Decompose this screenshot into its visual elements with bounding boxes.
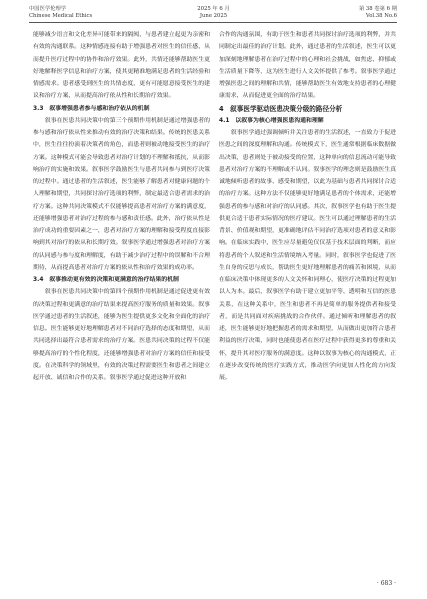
header-volume-cn: 第 38 卷第 6 期 xyxy=(358,6,397,12)
right-paragraph-2: 叙事医学通过强调倾听并关注患者的生活叙述，一直致力于促进医患之间的深度理解和沟通。传统模式下，医生通常根据临床数据做出决策，患者则处于被动接受的位置，这种单向的信息流动可能导致患者对治疗方案的不理解或不认同。叙事医学的理念则是鼓励医生真诚地倾听患者的故事、感受和期望，以此为基础与患者共同探讨合适的治疗方案。这种方法不仅能够更好地满足患者的个体需求，还能增强患者的参与感和对治疗的认同感。其次，叙事医学也有助于医生提供更合适于患者实际情况的医疗建议。医生可以通过理解患者的生活背景、价值观和期望，更准确地评估不同治疗选项对患者的意义和影响。在临床实践中，医生应尽量避免仅仅基于技术层面的判断，而应将患者的个人叙述和生活情境纳入考量。同时，叙事医学也促进了医生自身的反思与成长，帮助医生更好地理解患者的痛苦和困境，从而在临床决策中体现更多的人文关怀和同理心，使医疗决策的过程更加以人为本。最后，叙事医学有助于建立更加平等、透明和互信的医患关系，在这种关系中，医生和患者不再是简单的服务提供者和接受者，而是共同面对疾病挑战的合作伙伴。通过倾听和理解患者的叙述，医生能够更好地把握患者的需求和期望，从而做出更加符合患者利益的医疗决策，同时也能使患者在医疗过程中获得更多的尊重和关怀，提升其对医疗服务的满意度。这种以叙事为核心的沟通模式，正在逐步改变传统的医疗实践方式，推动医学向更加人性化的方向发展。 xyxy=(219,130,396,381)
left-paragraph-2: 叙事在医患共同决策中的第三个预期作用机制是通过增强患者的参与感和治疗依从性来推动有效的治疗决策和结果。传统的医患关系中，医生往往扮演着决策者的角色，而患者则被动地接受医生的治疗方案。这种模式可能会导致患者对治疗计划的不理解和抵抗，从而影响治疗的实施和效果。叙事医学鼓励医生与患者共同参与到医疗决策的过程中。通过患者的生活叙述，医生能够了解患者对健康问题的个人理解和期望，共同探讨治疗选项的利弊，制定最适合患者需求的治疗方案。这种共同决策模式不仅能够提高患者对治疗方案的满意度，还能够增强患者对治疗过程的参与感和责任感。此外，治疗依从性是治疗成功的重要因素之一，患者对治疗方案的理解和接受程度直接影响到其对治疗的依从和长期疗效。叙事医学通过增强患者对治疗方案的认同感与参与度和理解度，有助于减少治疗过程中的误解和不合理期待，从而提高患者对治疗方案的依从性和治疗效果的成功率。 xyxy=(33,117,210,271)
header-journal-en: Chinese Medical Ethics xyxy=(29,12,93,19)
section-heading-4-1: 4.1 以叙事为核心增强医患沟通和理解 xyxy=(219,117,324,124)
left-paragraph-3: 叙事在医患共同决策中的第四个预期作用机制是通过促进更有效的决策过程和更满意的治疗结果来提高医疗服务的质量和效果。叙事医学通过患者的生活叙述，能够为医生提供更多文化和全面化的治疗信息。医生能够更好地理解患者对不同治疗选择的态度和期望，从而共同选择出最符合患者需求的治疗方案。医患共同决策的过程不仅能够提高治疗的个性化程度，还能够增强患者对治疗方案的信任和接受度。在决策科学的领域里，有效的决策过程需要医生和患者之间建立起开放、诚信和合作的关系。叙事医学通过促进这种开放和 xyxy=(33,289,210,381)
header-volume xyxy=(359,6,397,19)
section-heading-3-4: 3.4 叙事推动更有效的决策和更满意的治疗结果的机制 xyxy=(33,277,179,283)
section-heading-4: 4 叙事医学驱动医患决策分级的路径分析 xyxy=(219,104,343,113)
right-column xyxy=(219,29,396,384)
left-column xyxy=(33,29,210,384)
left-paragraph-1: 能够减少语言和文化差异可能带来的隔阂，与患者建立起更为亲密和有效的沟通联系。这种情感连接有助于增强患者对医生的信任感，从而提升医疗过程中的协作和治疗效果。此外，共情还能够帮助医生更好地解释医学信息和治疗方案，使其更精准地满足患者的生活经验和情感需求。患者感受到医生的共情态度，更有可能愿意接受医生的建议和治疗方案，从而提高治疗依从性和长期治疗效果。 xyxy=(33,32,210,100)
header-volume-en: Vol.38 No.6 xyxy=(365,12,397,19)
page-number: · 683 · xyxy=(376,580,396,587)
header-date-en: June 2025 xyxy=(199,12,228,19)
right-paragraph-1: 合作的沟通氛围，有助于医生和患者共同探讨治疗选项的利弊，并共同制定出最佳的治疗计划。此外，通过患者的生活叙述，医生可以更加深刻地理解患者在治疗过程中的心理和社会挑战，如焦虑、抑郁或生活质量下降等，这为医生进行人文关怀提供了参考。叙事医学通过增强医患之间的理解和共情，能够帮助医生有效地支持患者的心理健康需求，从而促进更全面的治疗结果。 xyxy=(219,32,396,100)
section-heading-3-3: 3.3 叙事增强患者参与感和治疗依从的机制 xyxy=(33,105,150,112)
header-rule xyxy=(29,22,397,23)
header-journal-cn: 中国医学伦理学 xyxy=(29,6,67,12)
header-date-cn: 2025 年 6 月 xyxy=(197,6,230,12)
